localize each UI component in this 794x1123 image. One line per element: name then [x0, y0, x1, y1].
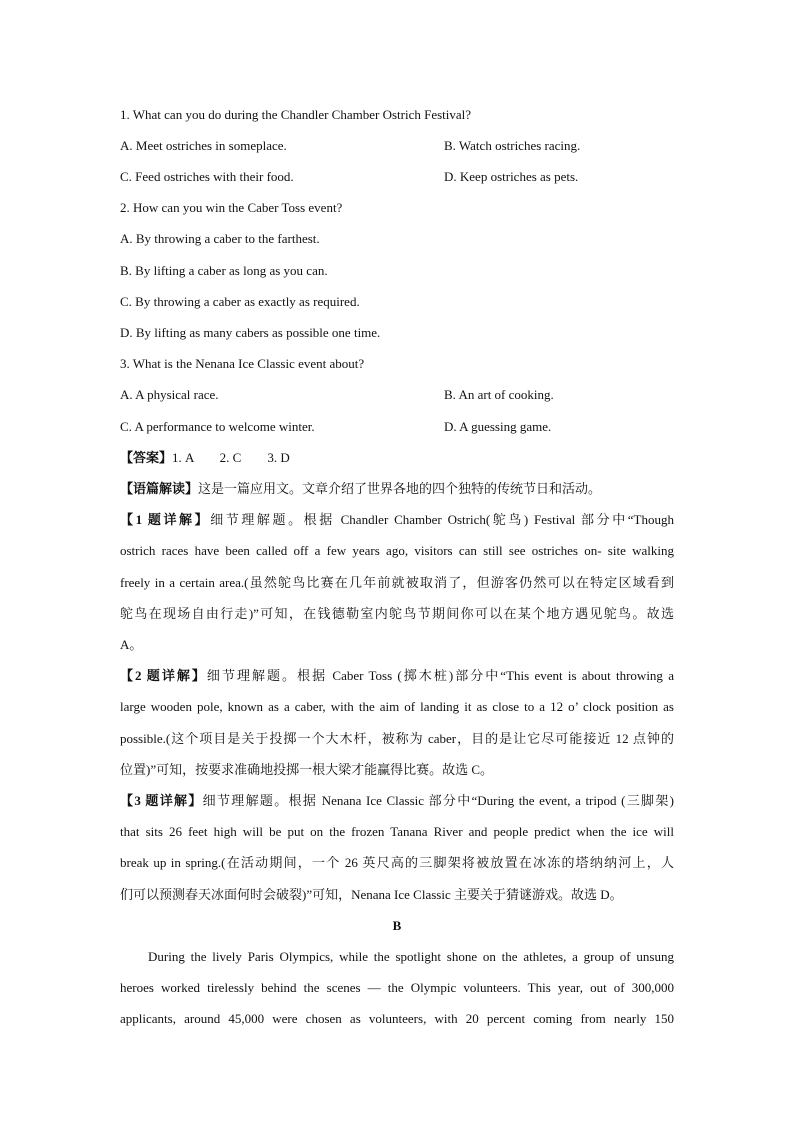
explanation-1-line-3: freely in a certain area.(虽然鸵鸟比赛在几年前就被取消了，但游客仍然可以在特定区域看到 — [120, 575, 674, 590]
explanation-2-line-2: large wooden pole, known as a caber, with the aim of landing it as close to a 12 o’ clock position as — [120, 699, 674, 714]
explanation-2-line-1 — [120, 667, 674, 684]
q3-option-c: C. A performance to welcome winter. — [120, 419, 315, 434]
answer-line — [120, 449, 674, 466]
question-2: 2. How can you win the Caber Toss event? — [120, 200, 343, 215]
explanation-1-tag: 【1 题详解】 — [120, 512, 211, 527]
discourse-text: 这是一篇应用文。文章介绍了世界各地的四个独特的传统节日和活动。 — [198, 481, 602, 496]
q1-option-d: D. Keep ostriches as pets. — [444, 169, 579, 184]
section-b-line-2: heroes worked tirelessly behind the scenes — the Olympic volunteers. This year, out of 300,000 — [120, 980, 674, 995]
q1-option-a: A. Meet ostriches in someplace. — [120, 138, 287, 153]
q1-option-c: C. Feed ostriches with their food. — [120, 169, 294, 184]
answer-tag: 【答案】 — [120, 450, 173, 465]
explanation-3-line-3: break up in spring.(在活动期间，一个 26 英尺高的三脚架将被放置在冰冻的塔纳纳河上，人 — [120, 855, 674, 870]
explanation-2-line-4: 位置)”可知，按要求准确地投掷一根大梁才能赢得比赛。故选 C。 — [120, 762, 494, 777]
discourse-tag: 【语篇解读】 — [120, 481, 199, 496]
explanation-3-text: 细节理解题。根据 Nenana Ice Classic 部分中“During the event, a tripod (三脚架) — [202, 793, 674, 808]
answer-text: 1. A 2. C 3. D — [172, 450, 290, 465]
q3-option-a: A. A physical race. — [120, 387, 219, 402]
explanation-1-line-4: 鸵鸟在现场自由行走)”可知，在钱德勒室内鸵鸟节期间你可以在某个地方遇见鸵鸟。故选 — [120, 606, 674, 621]
q2-option-a: A. By throwing a caber to the farthest. — [120, 231, 320, 246]
q2-option-b: B. By lifting a caber as long as you can. — [120, 263, 328, 278]
question-1: 1. What can you do during the Chandler Chamber Ostrich Festival? — [120, 107, 472, 122]
explanation-1-line-5: A。 — [120, 637, 143, 652]
q3-option-d: D. A guessing game. — [444, 419, 552, 434]
explanation-2-text: 细节理解题。根据 Caber Toss (掷木桩)部分中“This event is about throwing a — [206, 668, 674, 683]
explanation-1-text: 细节理解题。根据 Chandler Chamber Ostrich(鸵鸟) Festival 部分中“Though — [210, 512, 674, 527]
q3-option-b: B. An art of cooking. — [444, 387, 554, 402]
explanation-3-line-2: that sits 26 feet high will be put on the frozen Tanana River and people predict when the ice will — [120, 824, 674, 839]
explanation-1-line-1 — [120, 511, 674, 528]
q1-option-b: B. Watch ostriches racing. — [444, 138, 581, 153]
explanation-2-tag: 【2 题详解】 — [120, 668, 207, 683]
explanation-3-tag: 【3 题详解】 — [120, 793, 203, 808]
question-3: 3. What is the Nenana Ice Classic event about? — [120, 356, 365, 371]
section-b-line-1: During the lively Paris Olympics, while the spotlight shone on the athletes, a group of unsung — [148, 949, 674, 964]
explanation-3-line-4: 们可以预测春天冰面何时会破裂)”可知，Nenana Ice Classic 主要关于猜谜游戏。故选 D。 — [120, 887, 623, 902]
section-b-heading: B — [392, 918, 402, 933]
explanation-2-line-3: possible.(这个项目是关于投掷一个大木杆，被称为 caber，目的是让它尽可能接近 12 点钟的 — [120, 731, 674, 746]
q2-option-d: D. By lifting as many cabers as possible one time. — [120, 325, 381, 340]
discourse-line — [120, 480, 674, 497]
explanation-1-line-2: ostrich races have been called off a few years ago, visitors can still see ostriches on- site walking — [120, 543, 674, 558]
section-b-line-3: applicants, around 45,000 were chosen as volunteers, with 20 percent coming from nearly 150 — [120, 1011, 674, 1026]
explanation-3-line-1 — [120, 792, 674, 809]
q2-option-c: C. By throwing a caber as exactly as required. — [120, 294, 360, 309]
